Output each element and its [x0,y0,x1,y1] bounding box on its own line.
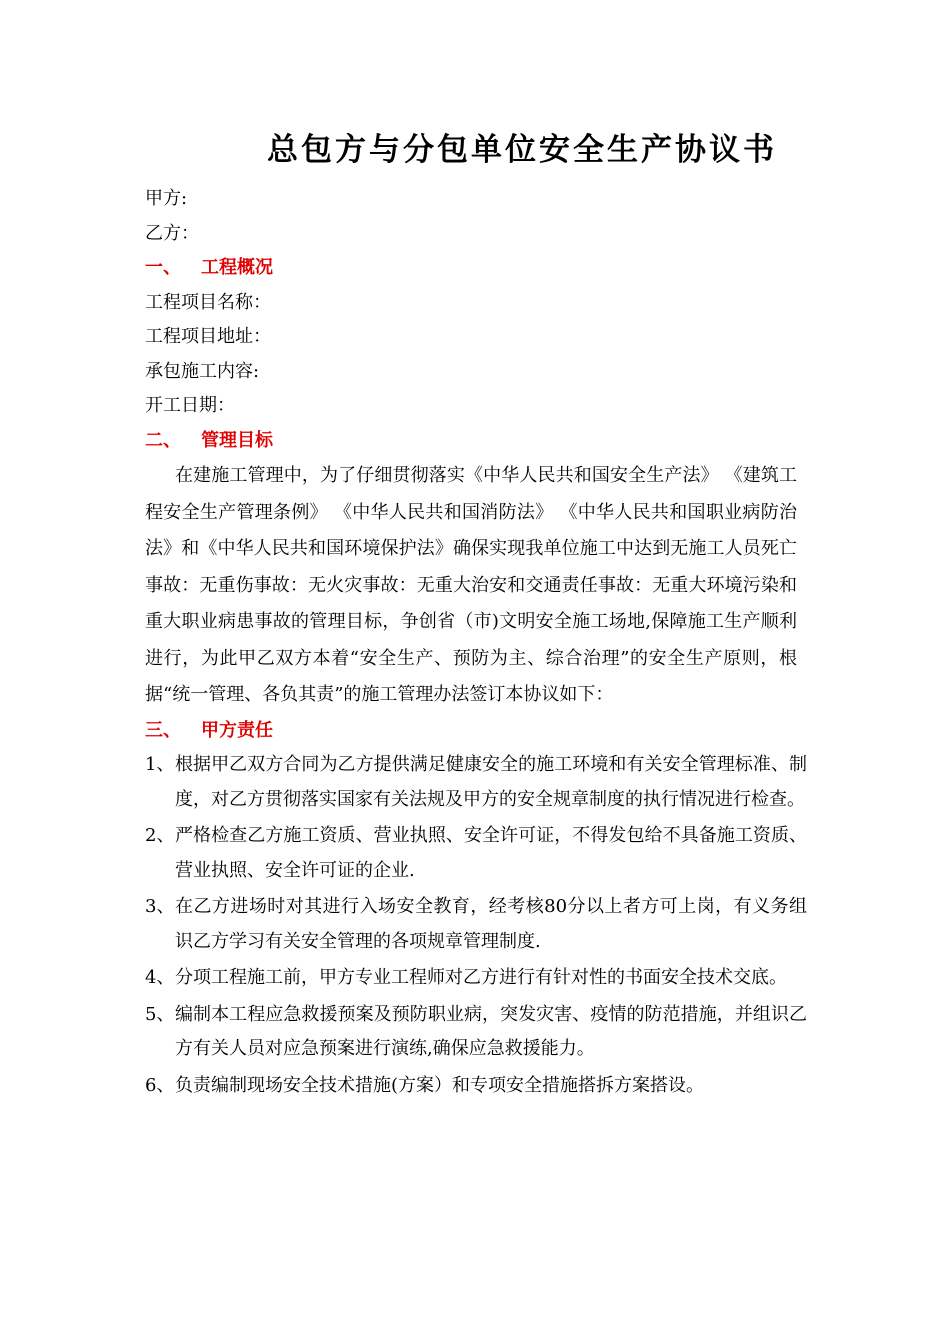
item-text: 根据甲乙双方合同为乙方提供满足健康安全的施工环境和有关安全管理标准、制度，对乙方贯彻落实国家有关法规及甲方的安全规章制度的执行情况进行检查。 [175,754,807,810]
item-number: 6、 [145,1074,175,1096]
section-heading-party-a-duties [145,714,815,749]
section-heading-overview [145,251,815,286]
item-text: 严格检查乙方施工资质、营业执照、安全许可证，不得发包给不具备施工资质、营业执照、安全许可证的企业. [175,825,807,881]
item-number: 3、 [145,896,175,917]
list-item [145,1069,807,1104]
item-number: 2、 [145,825,175,846]
start-date-field: 开工日期： [145,395,235,416]
project-address-field: 工程项目地址： [145,326,271,347]
contract-scope-field: 承包施工内容: [145,360,260,382]
section-title: 甲方责任 [201,719,273,741]
list-item [145,748,807,817]
section-number: 一、 [145,257,181,278]
item-text: 在乙方进场时对其进行入场安全教育，经考核80分以上者方可上岗，有义务组识乙方学习有关安全管理的各项规章管理制度. [175,896,807,952]
section-heading-goals [145,424,815,459]
list-item [145,819,807,888]
party-b-label: 乙方： [145,222,199,244]
item-text: 编制本工程应急救援预案及预防职业病，突发灾害、疫情的防范措施，并组识乙方有关人员对应急预案进行演练,确保应急救援能力。 [175,1003,807,1059]
item-number: 5、 [145,1003,175,1025]
party-a-label: 甲方: [145,188,188,209]
list-item [145,961,807,996]
party-a-duties-list [145,748,815,1103]
list-item [145,890,807,959]
list-item [145,998,807,1067]
item-number: 1、 [145,754,175,775]
item-number: 4、 [145,967,175,988]
item-text: 分项工程施工前，甲方专业工程师对乙方进行有针对性的书面安全技术交底。 [175,967,787,988]
project-name-field: 工程项目名称： [145,291,271,313]
item-text: 负责编制现场安全技术措施(方案）和专项安全措施搭拆方案搭设。 [175,1074,705,1096]
goals-paragraph: 在建施工管理中，为了仔细贯彻落实《中华人民共和国安全生产法》 《建筑工程安全生产管理条例》 《中华人民共和国消防法》 《中华人民共和国职业病防治法》和《中华人民共和国环境保护法》确保实现我单位施工中达到无施工人员死亡事故：无重伤事故：无火灾事故：无重大治安和交通责任事故：无重大环境污染和重大职业病患事故的管理目标，争创省（市)文明安全施工场地,保障施工生产顺利进行，为此甲乙双方本着“安全生产、预防为主、综合治理”的安全生产原则，根据“统一管理、各负其责”的施工管理办法签订本协议如下： [145,465,797,705]
document-title: 总包方与分包单位安全生产协议书 [267,132,777,168]
section-title: 管理目标 [201,429,273,451]
section-title: 工程概况 [201,257,273,278]
section-number: 二、 [145,429,181,451]
document-page [145,128,815,1105]
section-number: 三、 [145,719,181,741]
